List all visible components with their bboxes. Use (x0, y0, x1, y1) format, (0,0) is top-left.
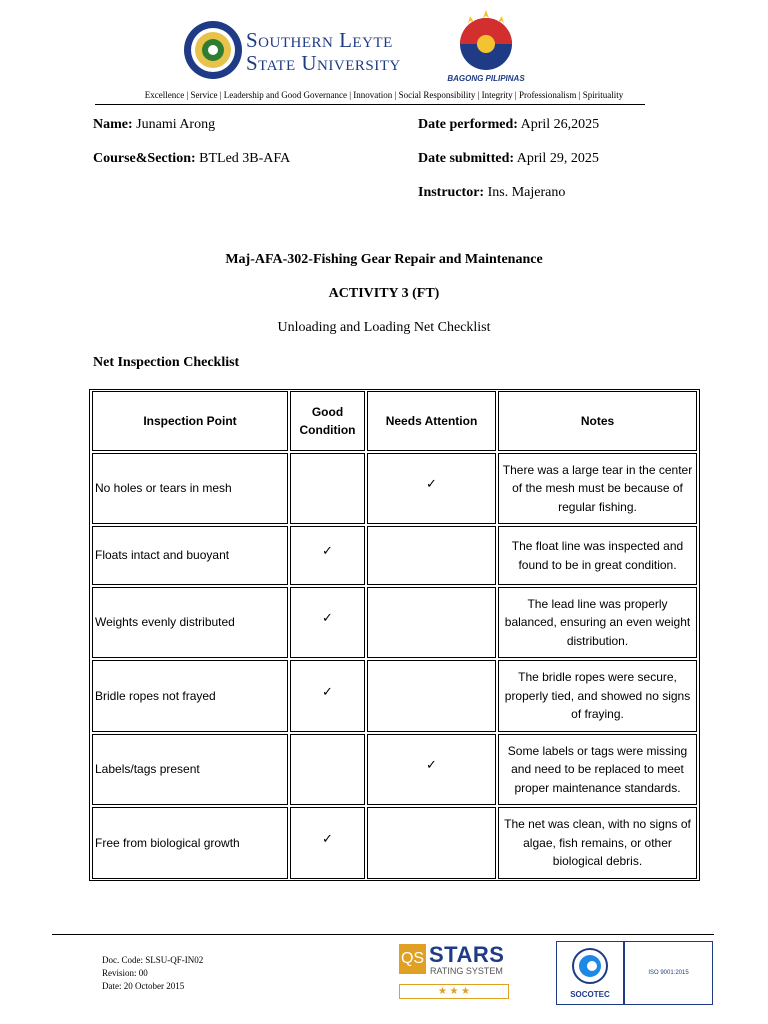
row-2-point: Floats intact and buoyant (92, 526, 288, 585)
activity-title: ACTIVITY 3 (FT) (328, 286, 440, 301)
qs-stars-logo (399, 944, 509, 1000)
row-2-attention-check (367, 526, 496, 585)
course-field (93, 150, 290, 168)
row-4-notes: The bridle ropes were secure, properly tied, and showed no signs of fraying. (498, 660, 697, 732)
doc-date: Date: 20 October 2015 (102, 981, 185, 991)
row-5-good-check (290, 734, 365, 805)
date-performed-field (418, 116, 599, 134)
row-4-attention-check (367, 660, 496, 732)
name-field (93, 116, 215, 134)
row-5-point: Labels/tags present (92, 734, 288, 805)
qs-mark: QS (399, 944, 426, 974)
course-title: Maj-AFA-302-Fishing Gear Repair and Maintenance (225, 252, 543, 267)
instructor-field (418, 184, 565, 202)
bagong-pilipinas-label: BAGONG PILIPINAS (447, 74, 525, 83)
name-value: Junami Arong (132, 117, 216, 132)
row-1-notes: There was a large tear in the center of the mesh must be because of regular fishing. (498, 453, 697, 524)
row-6-attention-check (367, 807, 496, 879)
header-needs-attention: Needs Attention (367, 391, 496, 451)
row-2-notes: The float line was inspected and found to be in great condition. (498, 526, 697, 585)
stars-label: STARS (429, 942, 505, 967)
revision: Revision: 00 (102, 968, 148, 978)
row-4-good-check: ✓ (290, 660, 365, 732)
header-notes: Notes (498, 391, 697, 451)
date-submitted-label: Date submitted: (418, 151, 515, 166)
header-inspection-point: Inspection Point (92, 391, 288, 451)
date-submitted-value: April 29, 2025 (514, 151, 599, 166)
header-good-condition: Good Condition (290, 391, 365, 451)
footer-divider (52, 934, 714, 935)
date-performed-value: April 26,2025 (517, 117, 600, 132)
header-divider (95, 104, 645, 105)
university-name-line1: Southern Leyte (246, 28, 393, 52)
date-submitted-field (418, 150, 599, 168)
activity-subtitle: Unloading and Loading Net Checklist (277, 320, 491, 335)
star-rating-row: ★ ★ ★ (399, 984, 509, 999)
row-6-point: Free from biological growth (92, 807, 288, 879)
university-name (246, 29, 401, 75)
socotec-emblem (556, 941, 624, 1005)
row-1-attention-check: ✓ (367, 453, 496, 524)
iso-label: ISO 9001:2015 (624, 941, 713, 1005)
socotec-label: SOCOTEC (570, 990, 610, 999)
row-6-notes: The net was clean, with no signs of algae, fish remains, or other biological debris. (498, 807, 697, 879)
name-label: Name: (93, 117, 133, 132)
course-label: Course&Section: (93, 151, 196, 166)
socotec-iso-certification-logo (556, 941, 713, 1005)
row-3-attention-check (367, 587, 496, 658)
row-3-point: Weights evenly distributed (92, 587, 288, 658)
row-2-good-check: ✓ (290, 526, 365, 585)
row-5-notes: Some labels or tags were missing and need to be replaced to meet proper maintenance standards. (498, 734, 697, 805)
row-3-notes: The lead line was properly balanced, ensuring an even weight distribution. (498, 587, 697, 658)
row-3-good-check: ✓ (290, 587, 365, 658)
row-5-attention-check: ✓ (367, 734, 496, 805)
row-4-point: Bridle ropes not frayed (92, 660, 288, 732)
socotec-circle-icon (557, 942, 623, 990)
core-values-line: Excellence | Service | Leadership and Good Governance | Innovation | Social Responsibility | Integrity | Professionalism | Spirituality (144, 90, 624, 100)
date-performed-label: Date performed: (418, 117, 518, 132)
row-6-good-check: ✓ (290, 807, 365, 879)
row-1-good-check (290, 453, 365, 524)
doc-code: Doc. Code: SLSU-QF-IN02 (102, 955, 204, 965)
instructor-label: Instructor: (418, 185, 485, 200)
course-value: BTLed 3B-AFA (195, 151, 291, 166)
section-heading: Net Inspection Checklist (93, 355, 240, 370)
doc-info (102, 954, 203, 993)
row-1-point: No holes or tears in mesh (92, 453, 288, 524)
university-name-line2: State University (246, 51, 401, 75)
rating-system-label: RATING SYSTEM (430, 966, 503, 976)
bagong-pilipinas-emblem-icon (446, 8, 526, 74)
instructor-value: Ins. Majerano (484, 185, 566, 200)
university-seal-logo (183, 20, 243, 80)
bagong-pilipinas-logo (446, 8, 526, 86)
